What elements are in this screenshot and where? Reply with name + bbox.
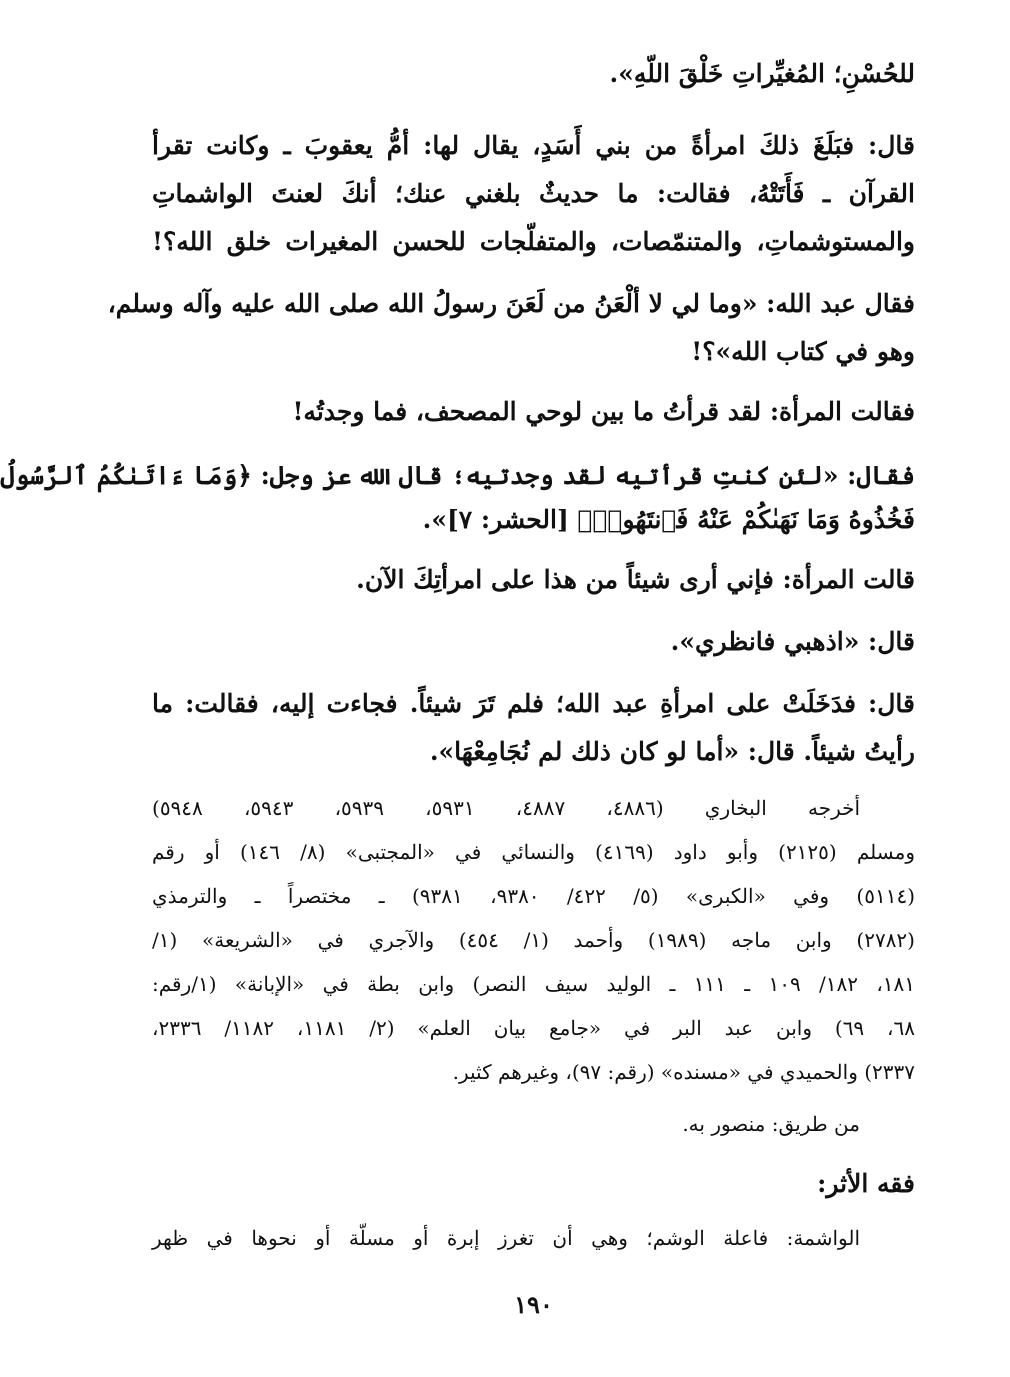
text-line: فقالت المرأة: لقد قرأتُ ما بين لوحي المصحف، فما وجدتُه!	[292, 397, 915, 426]
footnote-line: ١٨١، ١٨٢/ ١٠٩ ـ ١١١ ـ الوليد سيف النصر) وابن بطة في «الإبانة» (١/رقم:	[152, 972, 916, 996]
text-line: فَخُذُوهُ وَمَا نَهَىٰكُمْ عَنْهُ فَٱنتَهُوا۟﴾ [الحشر: ٧]».	[422, 505, 915, 534]
text-line: والمستوشماتِ، والمتنمّصات، والمتفلّجات للحسن المغيرات خلق الله؟!	[152, 227, 915, 256]
text-line: رأيتُ شيئاً. قال: «أما لو كان ذلك لم نُجَامِعْهَا».	[429, 737, 915, 766]
text-line: فقال عبد الله: «وما لي لا ألْعَنُ من لَعَنَ رسولُ الله صلى الله عليه وآله وسلم،	[107, 289, 915, 318]
text-line: قال: فدَخَلَتْ على امرأةِ عبد الله؛ فلم تَرَ شيئاً. فجاءت إليه، فقالت: ما	[152, 689, 915, 718]
text-line: للحُسْنِ؛ المُغيِّراتِ خَلْقَ اللّهِ».	[609, 59, 915, 88]
section-heading: فقه الأثر:	[817, 1169, 915, 1198]
footnote-line: (٢٧٨٢) وابن ماجه (١٩٨٩) وأحمد (١/ ٤٥٤) والآجري في «الشريعة» (١/	[152, 928, 915, 952]
text-line: قال: فبَلَغَ ذلكَ امرأةً من بني أَسَدٍ، يقال لها: أمُّ يعقوبَ ـ وكانت تقرأ	[152, 131, 915, 160]
footnote-line: ومسلم (٢١٢٥) وأبو داود (٤١٦٩) والنسائي في «المجتبى» (٨/ ١٤٦) أو رقم	[152, 840, 915, 864]
footnote-line: ٦٨، ٦٩) وابن عبد البر في «جامع بيان العلم» (٢/ ١١٨١، ١١٨٢/ ٢٣٣٦،	[152, 1016, 915, 1040]
text-line: القرآن ـ فَأَتَتْهُ، فقالت: ما حديثٌ بلغني عنك؛ أنكَ لعنتَ الواشماتِ	[152, 179, 915, 208]
text-line: الواشمة: فاعلة الوشم؛ وهي أن تغرز إبرة أو مسلّة أو نحوها في ظهر	[152, 1226, 860, 1250]
footnote-line: أخرجه البخاري (٤٨٨٦، ٤٨٨٧، ٥٩٣١، ٥٩٣٩، ٥٩٤٣، ٥٩٤٨)	[152, 796, 861, 820]
page-number: ١٩٠	[514, 1290, 553, 1319]
footnote-line: ٢٣٣٧) والحميدي في «مسنده» (رقم: ٩٧)، وغيرهم كثير.	[452, 1060, 915, 1084]
text-line: قال: «اذهبي فانظري».	[670, 627, 915, 656]
text-line: من طريق: منصور به.	[682, 1112, 860, 1136]
text-line: قالت المرأة: فإني أرى شيئاً من هذا على امرأتِكَ الآن.	[356, 565, 915, 594]
text-line: وهو في كتاب الله»؟!	[691, 337, 915, 366]
text-line: فقال: «لئن كنتِ قرأتيه لقد وجدتيه؛ قال الله عز وجل: ﴿وَمَا ءَاتَىٰكُمُ ٱلرَّسُولُ	[0, 461, 915, 490]
footnote-line: (٥١١٤) وفي «الكبرى» (٥/ ٤٢٢/ ٩٣٨٠، ٩٣٨١) ـ مختصراً ـ والترمذي	[152, 884, 915, 908]
